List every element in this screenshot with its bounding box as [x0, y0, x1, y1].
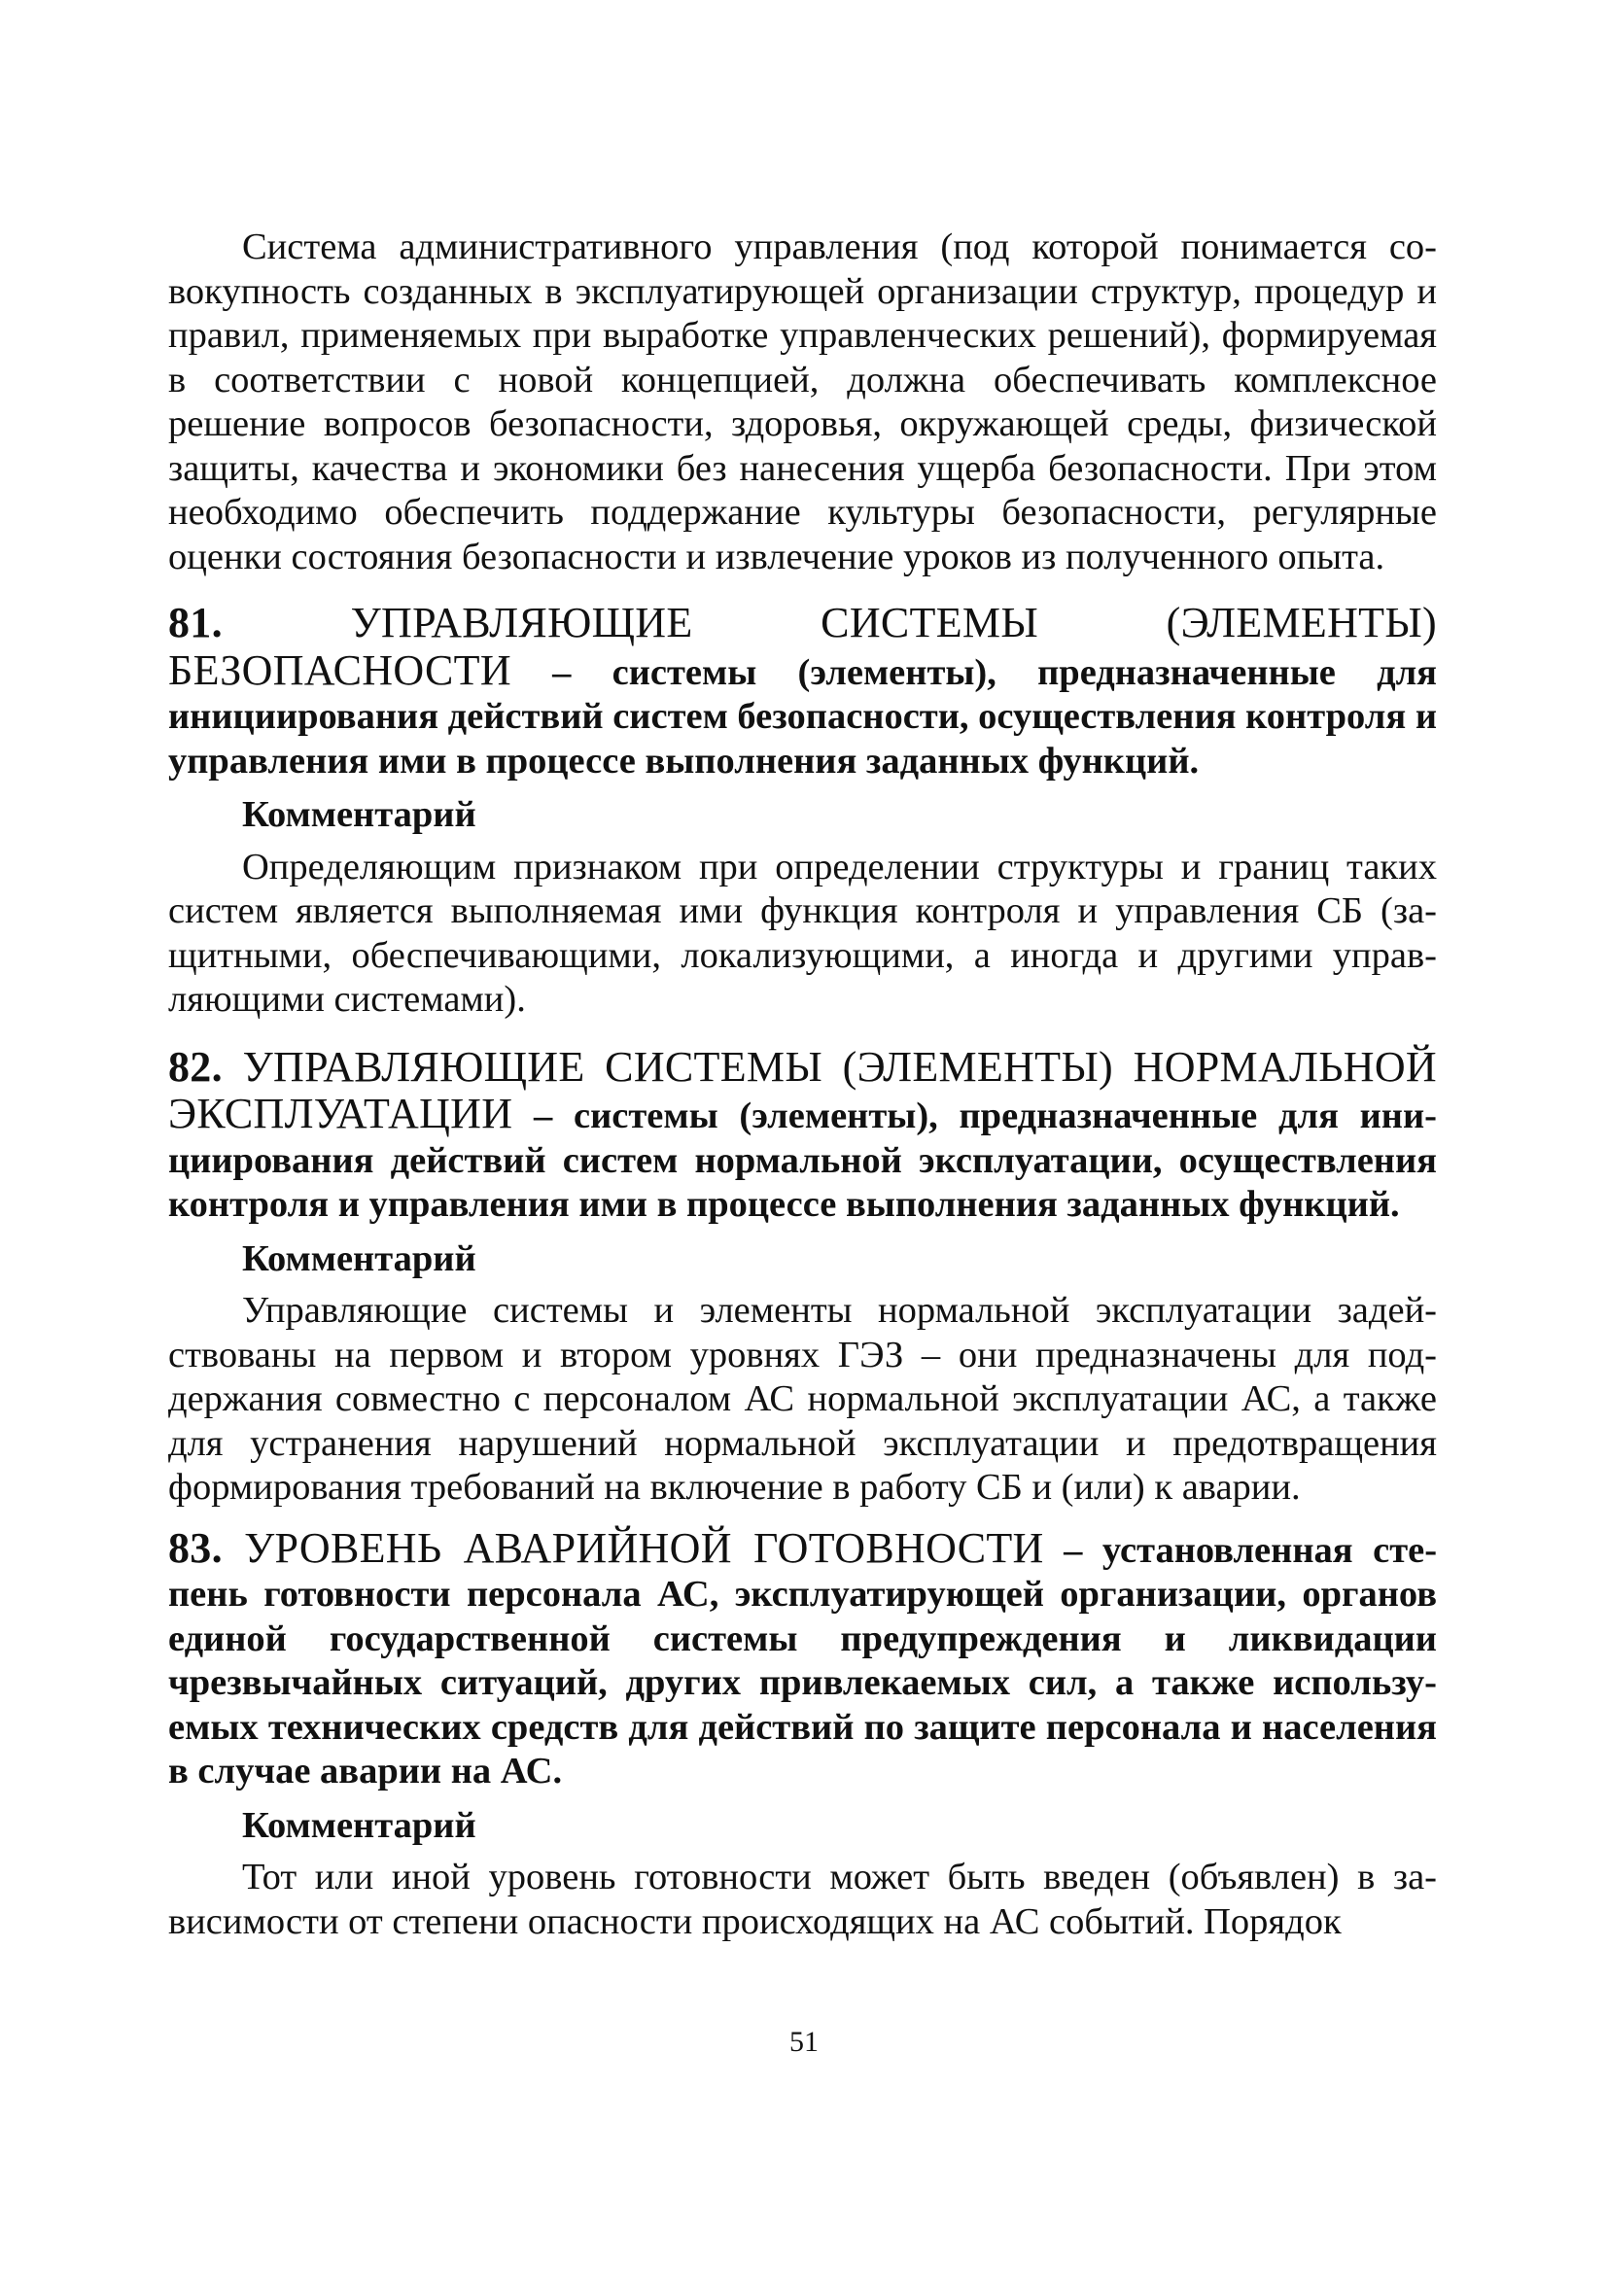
page-content	[168, 226, 1437, 1944]
entry-82-term: УПРАВЛЯЮЩИЕ СИСТЕМЫ (ЭЛЕМЕНТЫ) НОРМАЛЬНОЙ ЭКСПЛУАТАЦИИ	[168, 1042, 1437, 1137]
entry-83	[168, 1523, 1438, 1945]
entry-81	[168, 601, 1437, 1023]
entry-83-comment: Тот или иной уровень готовности может быть введен (объявлен) в зависимости от степени опасности происходящих на АС событий. Порядок	[168, 1857, 1437, 1942]
entry-83-term: УРОВЕНЬ АВАРИЙНОЙ ГОТОВНОСТИ	[244, 1523, 1044, 1572]
entry-82-comment: Управляющие системы и элементы нормальной эксплуатации задействованы на первом и втором уровнях ГЭЗ – они предназначены для поддержания совместно с персоналом АС нормальной эксплуатации АС, а также для устранения нарушений нормальной эксплуатации и предотвращения формирования требований на включение в работу СБ и (или) к аварии.	[168, 1290, 1437, 1508]
entry-82	[168, 1042, 1437, 1511]
entry-83-number: 83.	[168, 1523, 223, 1572]
entry-81-term: УПРАВЛЯЮЩИЕ СИСТЕМЫ (ЭЛЕМЕНТЫ) БЕЗОПАСНОСТИ	[168, 599, 1437, 694]
entry-83-definition	[168, 1523, 1438, 1794]
entry-81-comment: Определяющим признаком при определении структуры и границ таких систем является выполняемая ими функция контроля и управления СБ (защитными, обеспечивающими, локализующими, а иногда и другими управляющими системами).	[168, 846, 1437, 1020]
entry-83-definition-text: – установленная степень готовности персонала АС, эксплуатирующей организации, органов единой государственной системы предупреждения и ликвидации чрезвычайных ситуаций, других привлекаемых сил, а также используемых технических средств для действий по защите персонала и населения в случае аварии на АС.	[168, 1529, 1438, 1792]
entry-83-comment-label: Комментарий	[242, 1804, 476, 1846]
entry-82-comment-label: Комментарий	[242, 1237, 476, 1279]
entry-82-definition	[168, 1042, 1437, 1228]
intro-paragraph: Система административного управления (под которой понимается совокупность созданных в эксплуатирующей организации структур, процедур и правил, применяемых при выработке управленческих решений), формируемая в соответствии с новой концепцией, должна обеспечивать комплексное решение вопросов безопасности, здоровья, окружающей среды, физической защиты, качества и экономики без нанесения ущерба безопасности. При этом необходимо обеспечить поддержание культуры безопасности, регулярные оценки состояния безопасности и извлечение уроков из полученного опыта.	[168, 226, 1437, 577]
page-number: 51	[789, 2026, 819, 2058]
entry-81-definition-text: – системы (элементы), предназначенные для инициирования действий систем безопасности, осуществления контроля и управления ими в процессе выполнения заданных функций.	[168, 651, 1437, 782]
entry-81-definition	[168, 601, 1437, 783]
entry-81-comment-label: Комментарий	[242, 794, 476, 835]
entry-82-definition-text: – системы (элементы), предназначенные для инициирования действий систем нормальной эксплуатации, осуществления контроля и управления ими в процессе выполнения заданных функций.	[168, 1096, 1437, 1225]
entry-82-number: 82.	[168, 1042, 223, 1091]
entry-81-number: 81.	[168, 599, 223, 646]
